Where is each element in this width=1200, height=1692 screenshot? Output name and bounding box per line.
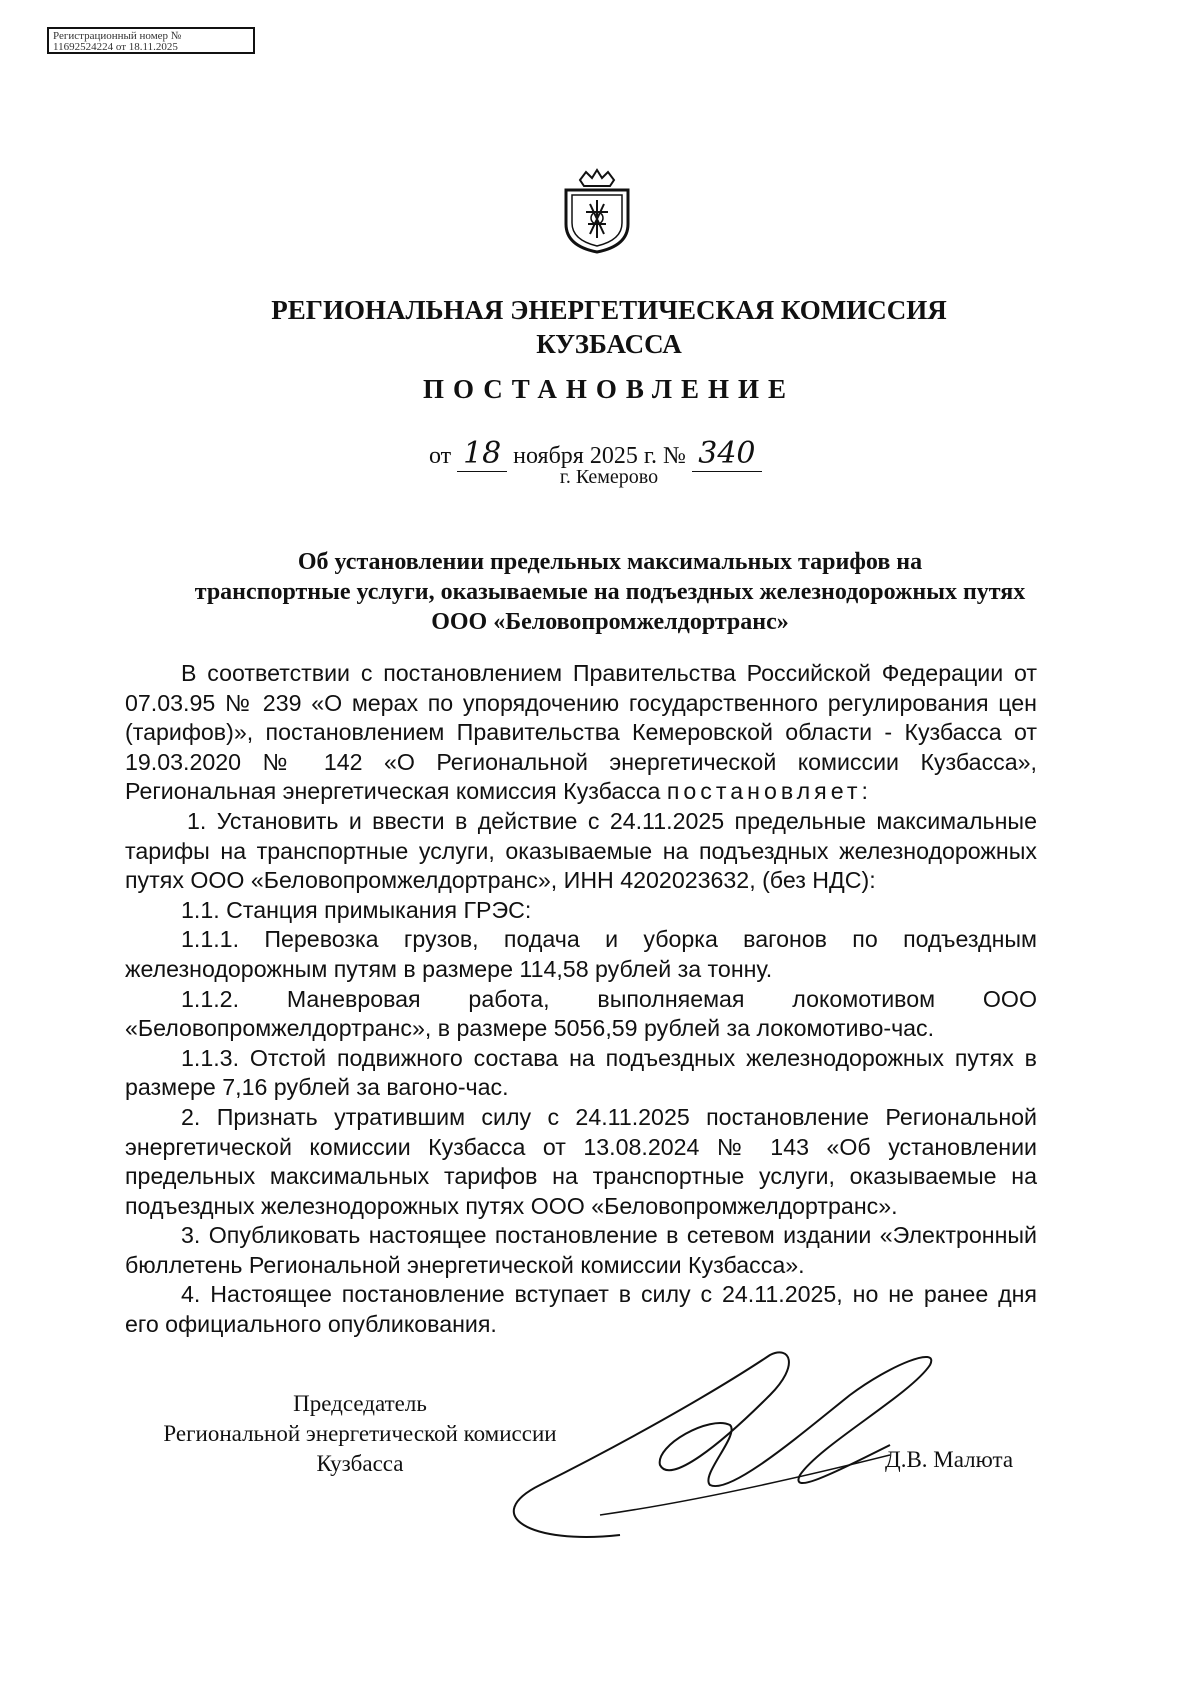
number-prefix: №: [662, 443, 686, 469]
paragraph-2: 2. Признать утратившим силу с 24.11.2025 постановление Региональной энергетической комиссии Кузбасса от 13.08.2024 № 143 «Об установлении предельных максимальных тарифов на транспортные услуги, оказываемые на подъездных железнодорожных путях ООО «Беловопромжелдортранс».: [125, 1103, 1037, 1219]
city: г. Кемерово: [559, 466, 659, 488]
handwritten-number: 340: [692, 436, 762, 472]
preamble-paragraph: [125, 659, 1037, 807]
paragraph-1: 1. Установить и ввести в действие с 24.11.2025 предельные максимальные тарифы на транспортные услуги, оказываемые на подъездных железнодорожных путях ООО «Беловопромжелдортранс», ИНН 4202023632, (без НДС):: [125, 807, 1037, 894]
resolves-word: постановляет:: [666, 778, 872, 805]
org-line-1: РЕГИОНАЛЬНАЯ ЭНЕРГЕТИЧЕСКАЯ КОМИССИЯ: [271, 295, 947, 325]
stamp-line-2: 11692524224 от 18.11.2025: [53, 41, 178, 53]
date-prefix: от: [429, 443, 452, 469]
document-title: [125, 547, 1095, 637]
handwritten-day: 18: [457, 436, 507, 472]
document-kind: ПОСТАНОВЛЕНИЕ: [422, 374, 796, 404]
kuzbass-coat-of-arms-icon: [560, 168, 634, 254]
paragraph-1-1: 1.1. Станция примыкания ГРЭС:: [181, 896, 532, 923]
document-body: [125, 659, 1037, 1340]
paragraph-1-1-3: 1.1.3. Отстой подвижного состава на подъездных железнодорожных путях в размере 7,16 рублей за вагоно-час.: [125, 1044, 1037, 1101]
preamble-text: В соответствии с постановлением Правительства Российской Федерации от 07.03.95 № 239 «О мерах по упорядочению государственного регулирования цен (тарифов)», постановлением Правительства Кемеровской области - Кузбасса от 19.03.2020 № 142 «О Региональной энергетической комиссии Кузбасса», Региональная энергетическая комиссия Кузбасса: [125, 660, 1037, 805]
registration-stamp: [47, 27, 255, 54]
position-line-3: Кузбасса: [316, 1451, 404, 1476]
position-line-2: Региональной энергетической комиссии: [163, 1421, 557, 1446]
title-line-2: транспортные услуги, оказываемые на подъездных железнодорожных путях: [194, 579, 1026, 605]
month-year: ноября 2025 г.: [513, 443, 657, 469]
title-line-1: Об установлении предельных максимальных тарифов на: [297, 549, 923, 575]
paragraph-1-1-2: 1.1.2. Маневровая работа, выполняемая локомотивом ООО «Беловопромжелдортранс», в размере 5056,59 рублей за локомотиво-час.: [125, 985, 1037, 1042]
handwritten-signature: [470, 1335, 950, 1555]
title-line-3: ООО «Беловопромжелдортранс»: [431, 609, 789, 635]
organization-name: [0, 293, 1200, 361]
position-line-1: Председатель: [293, 1391, 427, 1416]
paragraph-1-1-1: 1.1.1. Перевозка грузов, подача и уборка вагонов по подъездным железнодорожным путям в размере 114,58 рублей за тонну.: [125, 926, 1037, 982]
paragraph-4: 4. Настоящее постановление вступает в силу с 24.11.2025, но не ранее дня его официального опубликования.: [125, 1281, 1037, 1338]
org-line-2: КУЗБАССА: [536, 329, 682, 359]
signatory-name: Д.В. Малюта: [885, 1447, 1014, 1472]
stamp-line-1: Регистрационный номер №: [53, 30, 182, 42]
paragraph-3: 3. Опубликовать настоящее постановление в сетевом издании «Электронный бюллетень Региональной энергетической комиссии Кузбасса».: [125, 1222, 1037, 1278]
